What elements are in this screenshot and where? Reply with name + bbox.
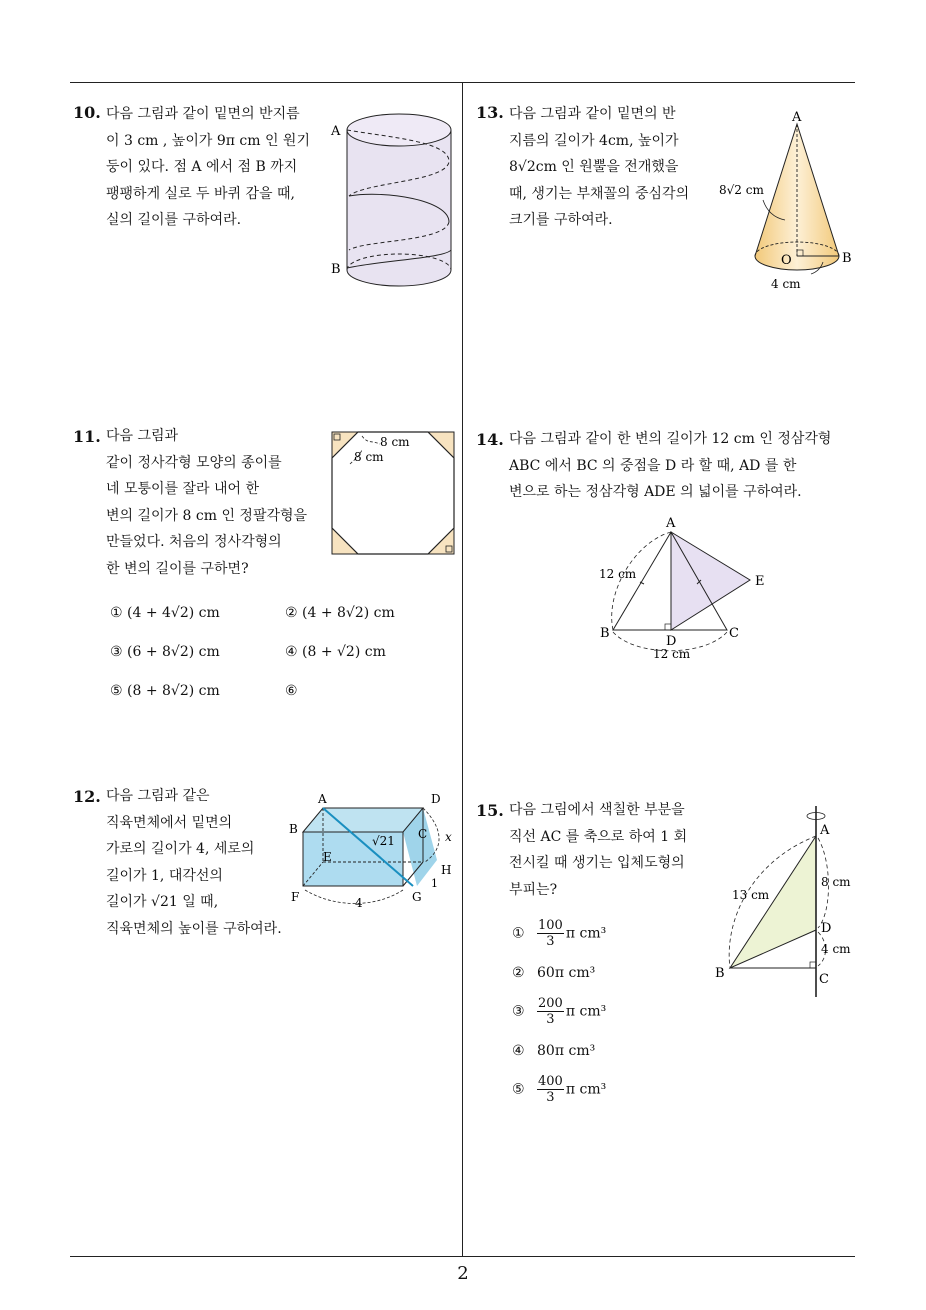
label-E: E: [323, 850, 332, 864]
label-B: B: [715, 966, 725, 981]
label-H: H: [441, 863, 452, 877]
line: 크기를 구하여라.: [509, 212, 613, 228]
label-A: A: [792, 110, 802, 125]
label-radius: 4 cm: [771, 277, 801, 291]
question-number: 14.: [476, 430, 504, 449]
label-B: B: [842, 251, 852, 266]
line: 다음 그림에서 색칠한 부분을: [509, 802, 685, 818]
label-x: x: [445, 830, 452, 844]
label-O: O: [781, 253, 792, 268]
option-mark: ③: [512, 1003, 525, 1020]
question-number: 12.: [73, 787, 101, 806]
line: 팽팽하게 실로 두 바퀴 감을 때,: [106, 185, 295, 202]
label-C: C: [819, 972, 829, 987]
page-number: 2: [457, 1263, 469, 1284]
option-3[interactable]: [512, 996, 606, 1027]
fraction: [537, 918, 564, 949]
label-A: A: [666, 516, 676, 531]
label-dc: 4 cm: [821, 942, 851, 956]
label-B: B: [289, 822, 298, 836]
line: 길이가 √21 일 때,: [106, 894, 219, 910]
option-6[interactable]: ⑥: [285, 683, 298, 699]
label-slant: 8√2 cm: [719, 183, 764, 197]
line: 전시킬 때 생기는 입체도형의: [509, 855, 685, 871]
option-mark: ①: [512, 925, 525, 942]
fraction: [537, 996, 564, 1027]
line: 다음 그림과 같이 밑면의 반: [509, 106, 676, 122]
label-side: 12 cm: [599, 567, 637, 581]
label-C: C: [729, 626, 739, 641]
line: 가로의 길이가 4, 세로의: [106, 841, 255, 857]
line: 변으로 하는 정삼각형 ADE 의 넓이를 구하여라.: [509, 484, 802, 500]
line: 네 모퉁이를 잘라 내어 한: [106, 481, 260, 497]
line: 다음 그림과 같이 한 변의 길이가 12 cm 인 정삼각형: [509, 431, 832, 447]
denominator: 3: [546, 934, 555, 949]
line: 직육면체에서 밑면의: [106, 814, 233, 831]
label-G: G: [412, 890, 422, 904]
question-text: [106, 423, 307, 582]
label-F: F: [291, 890, 300, 904]
option-mark: ④: [512, 1043, 525, 1059]
line: 직육면체의 높이를 구하여라.: [106, 920, 282, 937]
option-1[interactable]: ① (4 + 4√2) cm: [110, 605, 220, 621]
option-5[interactable]: [512, 1074, 606, 1105]
label-D: D: [431, 792, 441, 806]
unit: π cm³: [565, 1003, 607, 1020]
question-text: [106, 783, 282, 942]
label-D: D: [821, 921, 832, 936]
question-number: 11.: [73, 427, 101, 446]
line: 길이가 1, 대각선의: [106, 867, 223, 884]
label-one: 1: [431, 877, 438, 890]
cuboid-figure: [285, 788, 460, 913]
label-side-diagonal: 8 cm: [354, 450, 384, 464]
option-3[interactable]: ③ (6 + 8√2) cm: [110, 644, 220, 660]
line: 실의 길이를 구하여라.: [106, 212, 242, 228]
option-mark: ⑤: [512, 1081, 525, 1098]
cone-figure: [715, 108, 860, 298]
bottom-rule: [70, 1256, 855, 1257]
unit: π cm³: [565, 925, 607, 942]
question-number: 15.: [476, 801, 504, 820]
line: 같이 정사각형 모양의 종이를: [106, 454, 282, 471]
line: 직선 AC 를 축으로 하여 1 회: [509, 828, 688, 845]
denominator: 3: [546, 1012, 555, 1027]
label-B: B: [331, 262, 341, 277]
option-2[interactable]: ② (4 + 8√2) cm: [285, 605, 395, 621]
line: 이 3 cm , 높이가 9π cm 인 원기: [106, 132, 310, 149]
option-4[interactable]: ④ (8 + √2) cm: [285, 644, 386, 660]
label-ab: 13 cm: [732, 888, 770, 902]
label-side-octagon: 8 cm: [380, 435, 410, 449]
question-text: [509, 426, 831, 506]
question-text: [509, 101, 689, 234]
line: 다음 그림과 같이 밑면의 반지름: [106, 106, 300, 122]
option-text: 60π cm³: [537, 965, 596, 981]
question-number: 13.: [476, 103, 504, 122]
option-mark: ②: [512, 965, 525, 981]
unit: π cm³: [565, 1081, 607, 1098]
line: 만들었다. 처음의 정사각형의: [106, 534, 282, 550]
line: 지름의 길이가 4cm, 높이가: [509, 132, 679, 149]
numerator: 100: [538, 918, 563, 933]
line: ABC 에서 BC 의 중점을 D 라 할 때, AD 를 한: [509, 457, 797, 474]
line: 한 변의 길이를 구하면?: [106, 560, 249, 577]
label-four: 4: [355, 896, 363, 910]
label-diagonal: √21: [372, 834, 395, 848]
numerator: 200: [538, 996, 563, 1011]
line: 8√2cm 인 원뿔을 전개했을: [509, 159, 679, 175]
label-ad: 8 cm: [821, 875, 851, 889]
line: 때, 생기는 부채꼴의 중심각의: [509, 185, 690, 202]
label-B: B: [600, 626, 610, 641]
cylinder-figure: [325, 100, 460, 295]
option-1[interactable]: [512, 918, 606, 949]
rotation-figure: [710, 802, 860, 1002]
question-text: [509, 797, 687, 903]
label-A: A: [331, 124, 341, 139]
octagon-figure: [328, 428, 458, 558]
column-divider: [462, 82, 463, 1256]
label-base: 12 cm: [653, 647, 691, 661]
denominator: 3: [546, 1090, 555, 1105]
option-2[interactable]: [512, 965, 595, 981]
label-A: A: [318, 792, 327, 806]
label-E: E: [755, 574, 765, 589]
triangle-figure: [595, 512, 775, 667]
line: 둥이 있다. 점 A 에서 점 B 까지: [106, 159, 298, 175]
option-4[interactable]: [512, 1043, 595, 1059]
line: 다음 그림과: [106, 428, 179, 444]
line: 부피는?: [509, 881, 558, 898]
line: 다음 그림과 같은: [106, 788, 210, 804]
option-5[interactable]: ⑤ (8 + 8√2) cm: [110, 683, 220, 699]
question-text: [106, 101, 310, 234]
label-A: A: [820, 823, 830, 838]
fraction: [537, 1074, 564, 1105]
question-number: 10.: [73, 103, 101, 122]
label-D: D: [666, 634, 677, 649]
label-C: C: [418, 827, 428, 841]
line: 변의 길이가 8 cm 인 정팔각형을: [106, 507, 308, 524]
numerator: 400: [538, 1074, 563, 1089]
option-text: 80π cm³: [537, 1043, 596, 1059]
